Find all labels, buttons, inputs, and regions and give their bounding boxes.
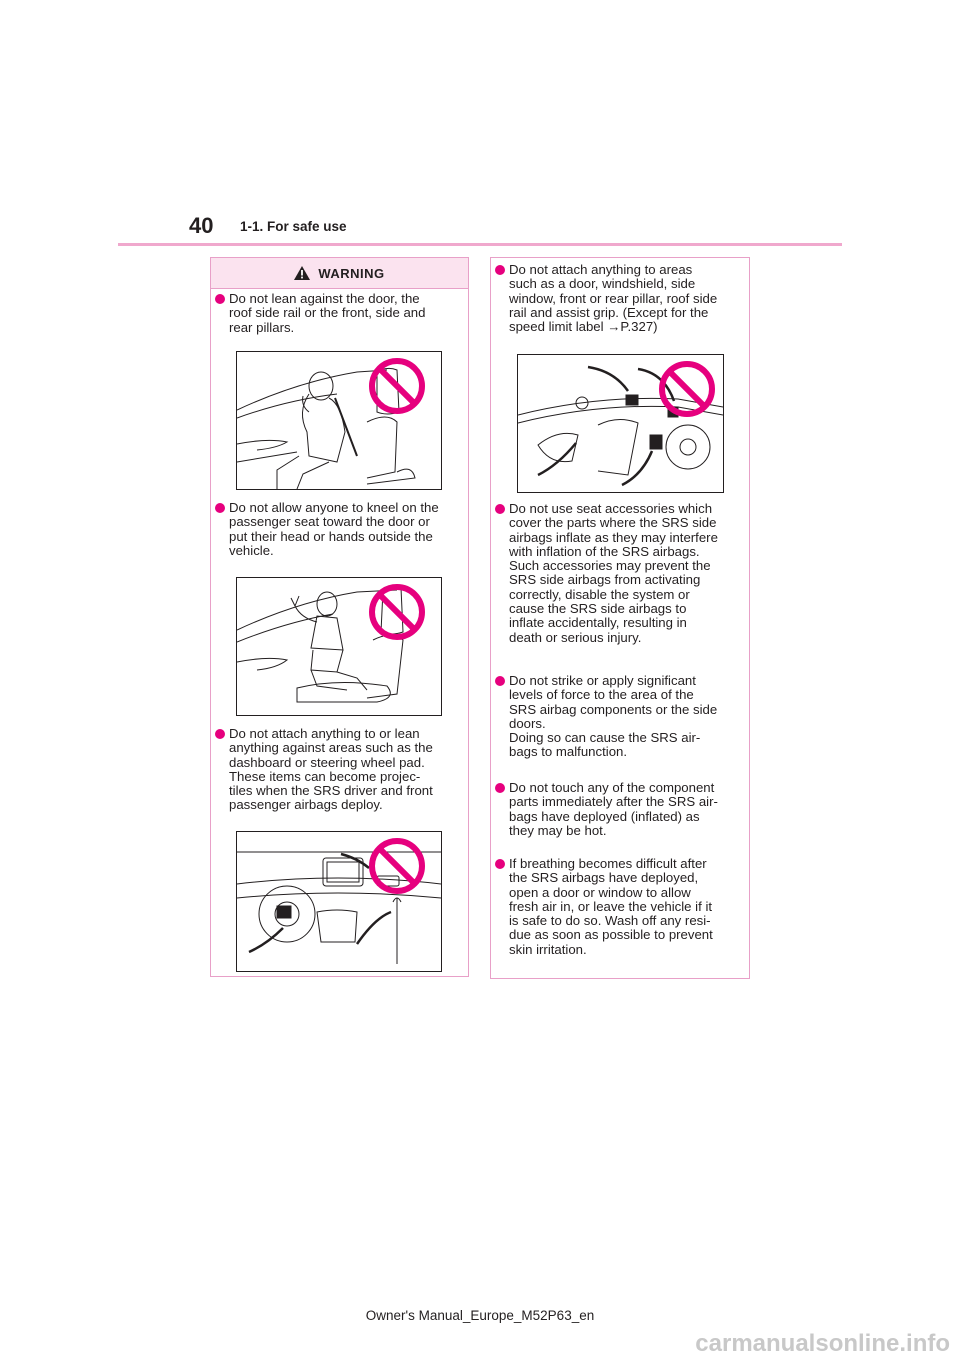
list-item-text: Do not use seat accessories which cover the parts where the SRS side airbags inflate as they may interfere with inflation of the SRS airbags. Such accessories may prevent the SRS side airbags from activating correctly, disable the system or cause the SRS side airbags to inflate accidentally, resulting in death or serious injury. bbox=[509, 501, 718, 645]
list-item bbox=[215, 727, 465, 813]
list-item bbox=[495, 502, 747, 645]
warning-label: WARNING bbox=[318, 265, 385, 281]
prohibited-icon bbox=[367, 836, 427, 896]
bullet-icon bbox=[495, 504, 505, 514]
prohibited-icon bbox=[657, 359, 717, 419]
bullet-icon bbox=[215, 503, 225, 513]
list-item bbox=[495, 857, 747, 957]
prohibited-icon bbox=[367, 582, 427, 642]
illustration-leaning-on-door bbox=[236, 351, 442, 490]
list-item-text: Do not lean against the door, the roof side rail or the front, side and rear pillars. bbox=[229, 291, 426, 335]
warning-header bbox=[211, 258, 468, 289]
warning-triangle-icon bbox=[294, 266, 310, 280]
header-rule bbox=[118, 243, 842, 246]
list-item-text: Do not attach anything to or lean anything against areas such as the dashboard or steering wheel pad. These items can become projec- tiles when the SRS driver and front passenger airbags deploy. bbox=[229, 726, 433, 813]
list-item bbox=[215, 292, 465, 335]
prohibited-icon bbox=[367, 356, 427, 416]
manual-id: Owner's Manual_Europe_M52P63_en bbox=[365, 1308, 595, 1323]
bullet-icon bbox=[495, 783, 505, 793]
list-item bbox=[215, 501, 465, 558]
illustration-kneeling-on-seat bbox=[236, 577, 442, 716]
list-item-text: Do not touch any of the component parts immediately after the SRS air- bags have deployed (inflated) as they may be hot. bbox=[509, 780, 718, 838]
section-title: 1-1. For safe use bbox=[240, 219, 347, 234]
list-item bbox=[495, 674, 747, 760]
list-item bbox=[495, 263, 747, 334]
list-item-text: Do not allow anyone to kneel on the passenger seat toward the door or put their head or hands outside the vehicle. bbox=[229, 500, 439, 558]
list-item bbox=[495, 781, 747, 838]
list-item-text: Do not attach anything to areas such as a door, windshield, side window, front or rear pillar, roof side rail and assist grip. (Except for the speed limit label →P.327) bbox=[509, 262, 718, 335]
watermark: carmanualsonline.info bbox=[695, 1330, 950, 1357]
page-number: 40 bbox=[189, 213, 214, 238]
bullet-icon bbox=[215, 294, 225, 304]
bullet-icon bbox=[495, 676, 505, 686]
bullet-icon bbox=[495, 265, 505, 275]
bullet-icon bbox=[215, 729, 225, 739]
illustration-dashboard-objects bbox=[236, 831, 442, 972]
list-item-text: If breathing becomes difficult after the SRS airbags have deployed, open a door or window to allow fresh air in, or leave the vehicle if it is safe to do so. Wash off any resi- due as soon as possible to prevent skin irritation. bbox=[509, 856, 713, 957]
bullet-icon bbox=[495, 859, 505, 869]
list-item-text: Do not strike or apply significant levels of force to the area of the SRS airbag components or the side doors. Doing so can cause the SRS air- bags to malfunction. bbox=[509, 673, 718, 760]
illustration-pillar-attachments bbox=[517, 354, 724, 493]
